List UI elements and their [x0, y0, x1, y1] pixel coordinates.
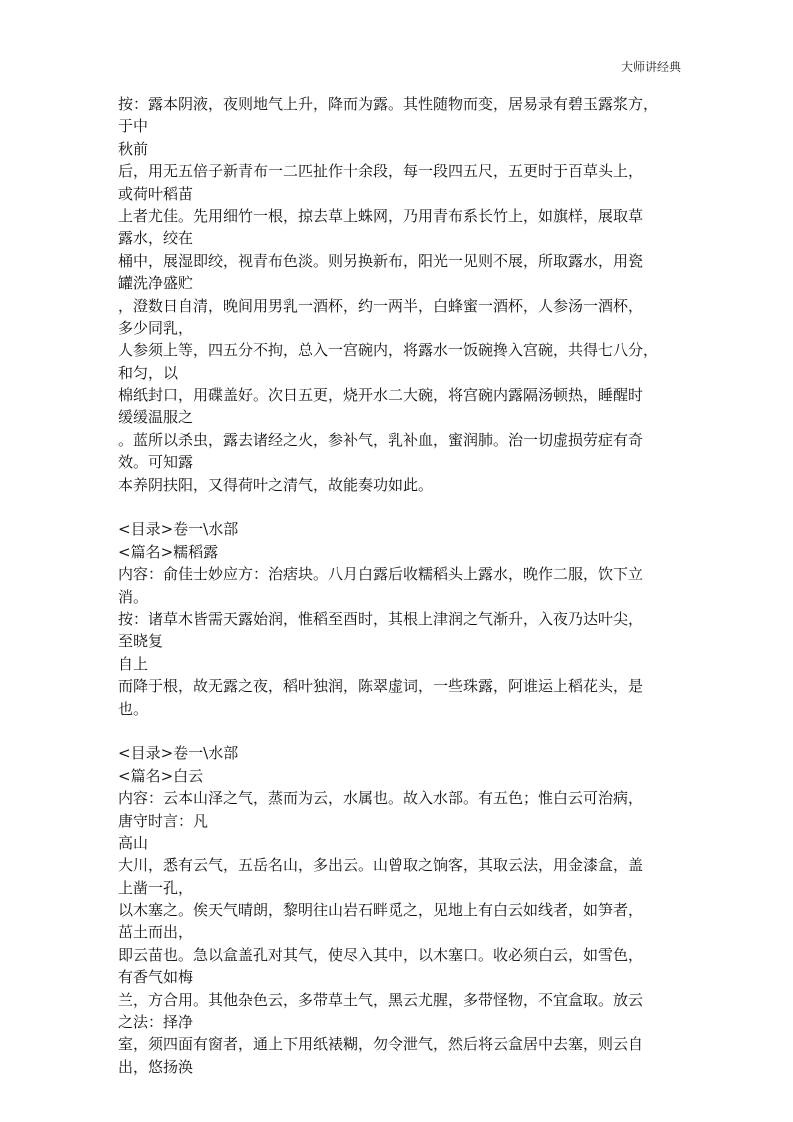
- text-line: 本养阴扶阳，又得荷叶之清气，故能奏功如此。: [118, 475, 434, 494]
- text-line: 茁土而出，: [118, 923, 194, 942]
- section-nuodao-lu: [118, 518, 688, 720]
- text-line: 兰，方合用。其他杂色云，多带草土气，黑云尤腥，多带怪物，不宜盒取。放云: [118, 990, 644, 1009]
- text-line: 按：诸草木皆需天露始润，惟稻至酉时，其根上津润之气渐升，入夜乃达叶尖，: [118, 609, 644, 628]
- text-line: 即云苗也。急以盒盖孔对其气，使尽入其中，以木塞口。收必须白云，如雪色，: [118, 945, 644, 964]
- text-line: 室，须四面有窗者，通上下用纸裱糊，勿令泄气，然后将云盒居中去塞，则云自: [118, 1035, 644, 1054]
- page-header: 大师讲经典: [620, 60, 681, 74]
- text-line: 人参须上等，四五分不拘，总入一宫碗内，将露水一饭碗搀入宫碗，共得七八分，: [118, 341, 659, 360]
- text-line: 或荷叶稻苗: [118, 184, 194, 203]
- text-line: 于中: [118, 117, 149, 136]
- text-line: 桶中，展湿即绞，视青布色淡。则另换新布，阳光一见则不展，所取露水，用瓷: [118, 251, 644, 270]
- section-biyu-lujiang: [118, 93, 688, 496]
- text-line: 罐洗净盛贮: [118, 274, 194, 293]
- text-line: 出，悠扬涣: [118, 1057, 194, 1076]
- text-line: 上凿一孔，: [118, 878, 194, 897]
- text-line: 后，用无五倍子新青布一二匹扯作十余段，每一段四五尺，五更时于百草头上，: [118, 162, 644, 181]
- entry-title-line: <篇名>糯稻露: [118, 542, 219, 561]
- text-line: 内容：俞佳士妙应方：治痞块。八月白露后收糯稻头上露水，晚作二服，饮下立: [118, 565, 644, 584]
- text-line: 和匀，以: [118, 363, 179, 382]
- text-line: 以木塞之。俟天气晴朗，黎明往山岩石畔觅之，见地上有白云如线者，如笋者，: [118, 901, 644, 920]
- text-line: 缓缓温服之: [118, 408, 194, 427]
- text-line: 也。: [118, 699, 149, 718]
- text-line: 之法：择净: [118, 1013, 194, 1032]
- text-line: 高山: [118, 833, 149, 852]
- text-line: 按：露本阴液，夜则地气上升，降而为露。其性随物而变，居易录有碧玉露浆方，: [118, 95, 659, 113]
- text-line: 有香气如梅: [118, 968, 194, 987]
- text-line: 棉纸封口，用碟盖好。次日五更，烧开水二大碗，将宫碗内露隔汤顿热，睡醒时: [118, 386, 644, 405]
- text-line: 消。: [118, 587, 149, 606]
- text-line: 自上: [118, 654, 149, 673]
- document-body: [118, 93, 688, 1078]
- text-line: 唐守时言：凡: [118, 811, 209, 830]
- section-spacer: [118, 720, 688, 742]
- catalog-line: <目录>卷一\水部: [118, 520, 239, 539]
- text-line: ，澄数日自清，晚间用男乳一酒杯，约一两半，白蜂蜜一酒杯，人参汤一酒杯，: [118, 296, 644, 315]
- text-line: 内容：云本山泽之气，蒸而为云，水属也。故入水部。有五色；惟白云可治病，: [118, 789, 644, 808]
- section-baiyun: [118, 742, 688, 1078]
- text-line: 露水，绞在: [118, 229, 194, 248]
- text-line: 秋前: [118, 139, 149, 158]
- text-line: 至晓复: [118, 632, 164, 651]
- text-line: 效。可知露: [118, 453, 194, 472]
- text-line: 。蓝所以杀虫，露去诸经之火，参补气，乳补血，蜜润肺。治一切虚损劳症有奇: [118, 430, 644, 449]
- text-line: 多少同乳，: [118, 318, 194, 337]
- section-spacer: [118, 496, 688, 518]
- catalog-line: <目录>卷一\水部: [118, 744, 239, 763]
- text-line: 而降于根，故无露之夜，稻叶独润，陈翠虚词，一些珠露，阿谁运上稻花头，是: [118, 677, 644, 696]
- entry-title-line: <篇名>白云: [118, 766, 204, 785]
- text-line: 大川，悉有云气，五岳名山，多出云。山曾取之饷客，其取云法，用金漆盒，盖: [118, 856, 644, 875]
- text-line: 上者尤佳。先用细竹一根，掠去草上蛛网，乃用青布系长竹上，如旗样，展取草: [118, 206, 644, 225]
